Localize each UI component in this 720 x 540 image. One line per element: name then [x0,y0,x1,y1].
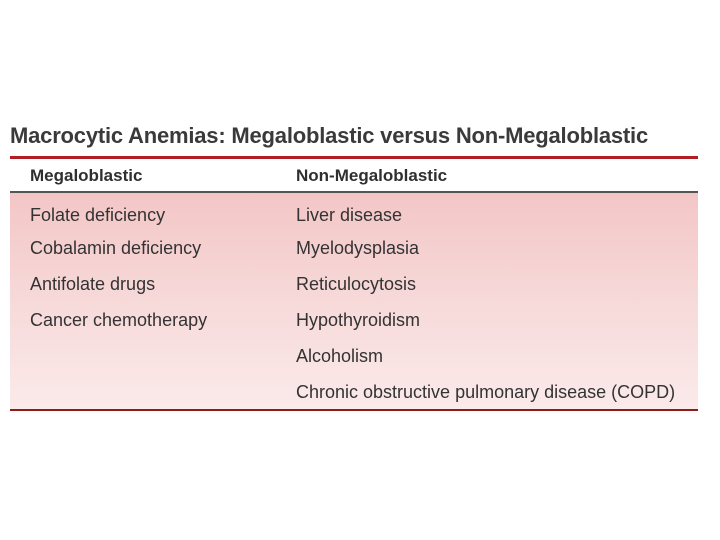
cell-megaloblastic: Cancer chemotherapy [30,310,208,330]
table-body [10,193,698,411]
table-title: Macrocytic Anemias: Megaloblastic versus Non-Megaloblastic [10,123,649,148]
cell-non-megaloblastic: Chronic obstructive pulmonary disease (COPD) [296,382,676,402]
table-header [10,159,698,193]
table-row [10,373,698,409]
cell-megaloblastic: Antifolate drugs [30,274,156,294]
table-row [10,193,698,229]
cell-megaloblastic: Cobalamin deficiency [30,238,202,258]
cell-non-megaloblastic: Liver disease [296,205,403,225]
cell-non-megaloblastic: Reticulocytosis [296,274,417,294]
table-figure [10,122,698,411]
header-non-megaloblastic: Non-Megaloblastic [296,166,448,185]
cell-non-megaloblastic: Alcoholism [296,346,384,366]
header-megaloblastic: Megaloblastic [30,166,143,185]
table-row [10,265,698,301]
table-row [10,337,698,373]
cell-non-megaloblastic: Hypothyroidism [296,310,421,330]
cell-megaloblastic: Folate deficiency [30,205,166,225]
cell-non-megaloblastic: Myelodysplasia [296,238,420,258]
table-row [10,229,698,265]
table-row [10,301,698,337]
